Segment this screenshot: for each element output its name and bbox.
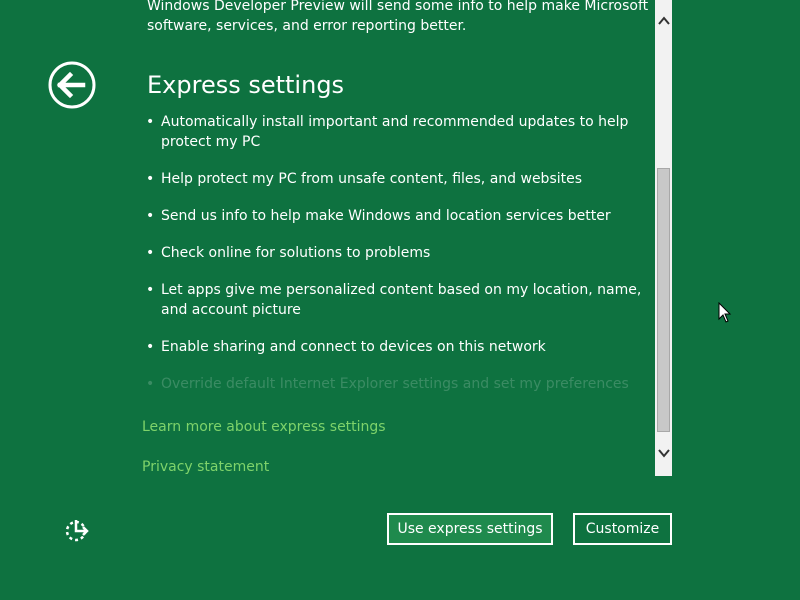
learn-more-link[interactable]: Learn more about express settings [142,419,386,435]
list-item [146,206,666,226]
ease-of-access-icon [64,517,92,545]
list-item [146,112,666,152]
chevron-down-icon [658,448,670,458]
use-express-settings-button[interactable]: Use express settings [387,513,553,545]
page-title: Express settings [147,71,345,99]
customize-button[interactable]: Customize [573,513,672,545]
list-item [146,280,666,320]
intro-line-2: software, services, and error reporting better. [147,18,467,34]
intro-line-1: Windows Developer Preview will send some info to help make Microsoft [147,0,649,14]
list-item [146,243,666,263]
privacy-statement-link[interactable]: Privacy statement [142,459,270,475]
bullet-dot: • [146,208,155,224]
back-button[interactable] [48,61,96,109]
bullet-dot: • [146,282,155,298]
chevron-up-icon [658,16,670,26]
bullet-dot: • [146,245,155,261]
bullet-dot: • [146,114,155,130]
scroll-down-button[interactable] [655,444,672,461]
back-arrow-icon [48,61,96,109]
intro-text [147,0,657,36]
mouse-pointer-icon [718,302,734,326]
list-item-text: Send us info to help make Windows and location services better [161,208,611,224]
list-item-faded [146,374,666,394]
list-item-text: Check online for solutions to problems [161,245,431,261]
list-item-text: Help protect my PC from unsafe content, files, and websites [161,171,583,187]
bullet-dot: • [146,171,155,187]
list-item-text: Enable sharing and connect to devices on this network [161,339,546,355]
list-item-text: Automatically install important and recommended updates to help protect my PC [161,114,629,150]
list-item-text: Override default Internet Explorer settings and set my preferences [161,376,629,392]
list-item-text: Let apps give me personalized content based on my location, name, and account picture [161,282,642,318]
vertical-scrollbar[interactable] [655,0,672,476]
scroll-up-button[interactable] [655,12,672,29]
list-item [146,169,666,189]
bullet-dot: • [146,339,155,355]
scroll-thumb[interactable] [657,168,670,432]
ease-of-access-button[interactable] [64,517,92,545]
list-item [146,337,666,357]
bullet-dot: • [146,376,155,392]
